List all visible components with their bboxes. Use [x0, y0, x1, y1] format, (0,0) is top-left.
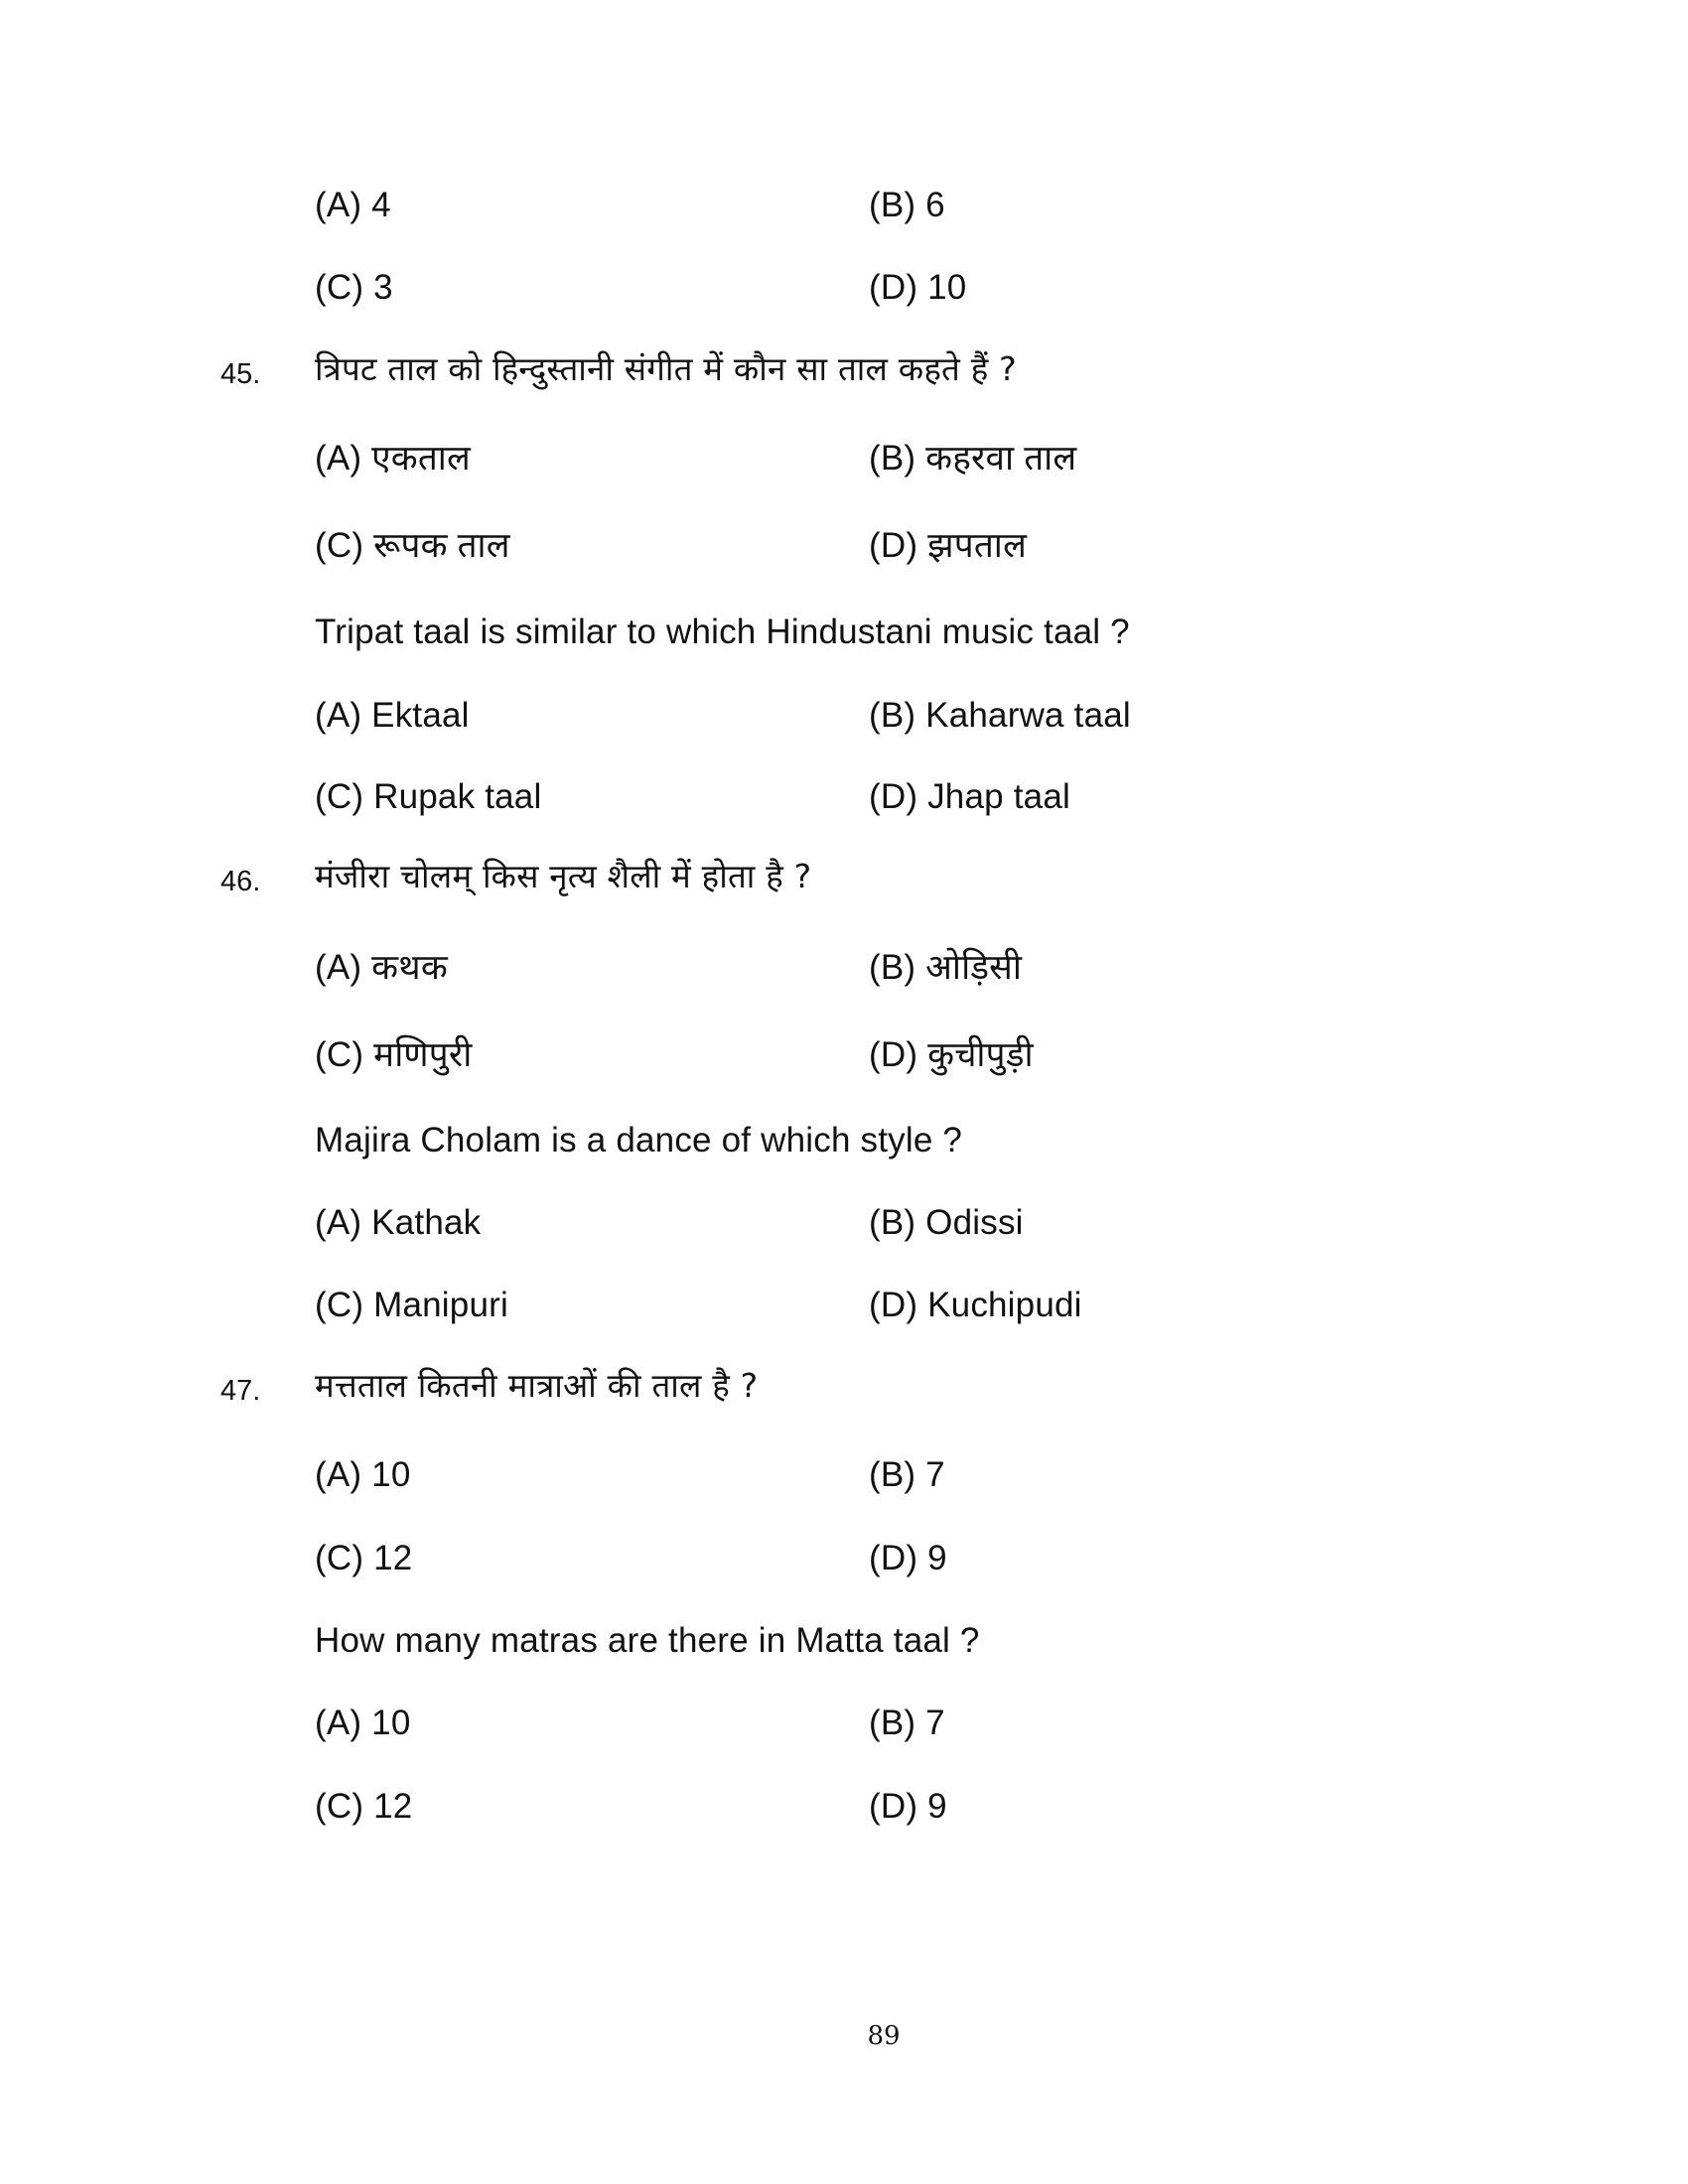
option-c-hindi: (C) 12 [315, 1539, 413, 1577]
option-a-english: (A) Kathak [315, 1203, 482, 1242]
option-a-hindi: (A) कथक [315, 948, 448, 987]
option-d-english: (D) Kuchipudi [869, 1286, 1082, 1324]
prev-option-a: (A) 4 [315, 186, 391, 224]
question-stem-english: Tripat taal is similar to which Hindustani music taal ? [315, 613, 1130, 651]
prev-option-d: (D) 10 [869, 268, 967, 307]
prev-option-c: (C) 3 [315, 268, 393, 307]
prev-option-b: (B) 6 [869, 186, 945, 224]
option-b-english: (B) Odissi [869, 1203, 1024, 1242]
option-c-english: (C) Rupak taal [315, 777, 542, 816]
question-stem-english: How many matras are there in Matta taal ? [315, 1621, 980, 1660]
question-stem-hindi: मत्तताल कितनी मात्राओं की ताल है ? [315, 1366, 759, 1405]
option-a-hindi: (A) 10 [315, 1455, 411, 1494]
question-number: 47. [220, 1375, 261, 1407]
question-stem-hindi: त्रिपट ताल को हिन्दुस्तानी संगीत में कौन सा ताल कहते हैं ? [315, 349, 1017, 388]
option-d-english: (D) Jhap taal [869, 777, 1070, 816]
page-number: 89 [867, 2021, 901, 2051]
option-a-english: (A) 10 [315, 1704, 411, 1742]
question-number: 45. [220, 358, 261, 390]
option-d-hindi: (D) झपताल [869, 526, 1027, 565]
option-b-hindi: (B) 7 [869, 1455, 945, 1494]
option-d-hindi: (D) कुचीपुड़ी [869, 1035, 1034, 1074]
option-d-english: (D) 9 [869, 1787, 947, 1826]
option-b-english: (B) 7 [869, 1704, 945, 1742]
option-b-hindi: (B) कहरवा ताल [869, 439, 1077, 478]
question-stem-english: Majira Cholam is a dance of which style ? [315, 1121, 963, 1160]
option-c-english: (C) Manipuri [315, 1286, 508, 1324]
option-a-english: (A) Ektaal [315, 696, 470, 735]
option-a-hindi: (A) एकताल [315, 439, 471, 478]
option-d-hindi: (D) 9 [869, 1539, 947, 1577]
question-stem-hindi: मंजीरा चोलम् किस नृत्य शैली में होता है ? [315, 857, 812, 895]
option-b-hindi: (B) ओड़िसी [869, 948, 1023, 987]
option-b-english: (B) Kaharwa taal [869, 696, 1131, 735]
option-c-hindi: (C) रूपक ताल [315, 526, 510, 565]
option-c-english: (C) 12 [315, 1787, 413, 1826]
option-c-hindi: (C) मणिपुरी [315, 1035, 473, 1074]
question-number: 46. [220, 866, 261, 897]
